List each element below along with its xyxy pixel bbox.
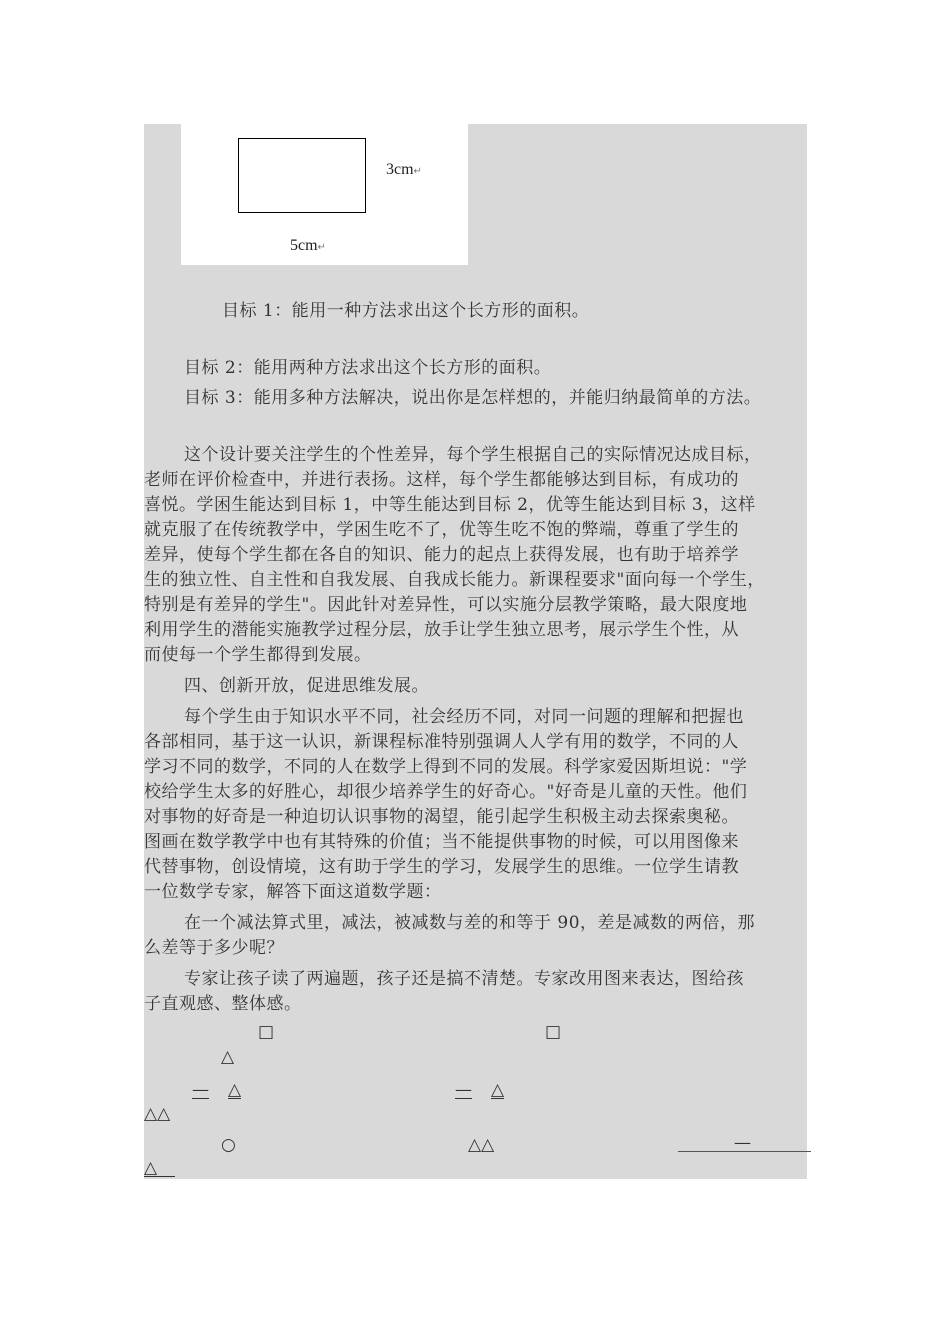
paragraph2-line: 图画在数学教学中也有其特殊的价值；当不能提供事物的时候，可以用图像来 bbox=[144, 832, 739, 852]
paragraph2-line: 各部相同，基于这一认识，新课程标准特别强调人人学有用的数学，不同的人 bbox=[144, 732, 739, 752]
minus-symbol: — bbox=[192, 1080, 209, 1100]
paragraph3-line: 在一个减法算式里，减法，被减数与差的和等于 90，差是减数的两倍，那 bbox=[184, 913, 756, 933]
paragraph4-line: 专家让孩子读了两遍题，孩子还是搞不清楚。专家改用图来表达，图给孩 bbox=[184, 969, 744, 989]
square-symbol: □ bbox=[545, 1022, 562, 1042]
triangle-symbol: △ bbox=[221, 1047, 235, 1067]
goal-1: 目标 1：能用一种方法求出这个长方形的面积。 bbox=[222, 301, 590, 321]
paragraph1-line: 而使每一个学生都得到发展。 bbox=[144, 645, 372, 665]
answer-line bbox=[678, 1151, 811, 1152]
paragraph2-line: 学习不同的数学，不同的人在数学上得到不同的发展。科学家爱因斯坦说："学 bbox=[144, 757, 748, 777]
paragraph1-line: 特别是有差异的学生"。因此针对差异性，可以实施分层教学策略，最大限度地 bbox=[144, 595, 748, 615]
section-heading: 四、创新开放，促进思维发展。 bbox=[184, 676, 429, 696]
paragraph2-line: 对事物的好奇是一种迫切认识事物的渴望，能引起学生积极主动去探索奥秘。 bbox=[144, 807, 739, 827]
width-label: 5cm↵ bbox=[290, 237, 326, 254]
double-triangle-symbol: △△ bbox=[144, 1104, 171, 1124]
paragraph1-line: 这个设计要关注学生的个性差异，每个学生根据自己的实际情况达成目标， bbox=[184, 445, 762, 465]
paragraph2-line: 校给学生太多的好胜心，却很少培养学生的好奇心。"好奇是儿童的天性。他们 bbox=[144, 782, 748, 802]
paragraph2-line: 代替事物，创设情境，这有助于学生的学习，发展学生的思维。一位学生请教 bbox=[144, 857, 739, 877]
minus-symbol: — bbox=[734, 1133, 751, 1153]
paragraph1-line: 利用学生的潜能实施教学过程分层，放手让学生独立思考，展示学生个性，从 bbox=[144, 620, 739, 640]
rectangle-shape bbox=[238, 138, 366, 213]
paragraph4-line: 子直观感、整体感。 bbox=[144, 994, 302, 1014]
triangle-symbol: △ bbox=[228, 1080, 242, 1100]
circle-symbol: ○ bbox=[221, 1135, 236, 1155]
paragraph1-line: 老师在评价检查中，并进行表扬。这样，每个学生都能够达到目标，有成功的 bbox=[144, 470, 739, 490]
paragraph3-line: 么差等于多少呢？ bbox=[144, 938, 284, 958]
paragraph1-line: 差异，使每个学生都在各自的知识、能力的起点上获得发展，也有助于培养学 bbox=[144, 545, 739, 565]
goal-2: 目标 2：能用两种方法求出这个长方形的面积。 bbox=[184, 358, 552, 378]
triangle-symbol: △ bbox=[491, 1080, 505, 1100]
double-triangle-symbol: △△ bbox=[468, 1135, 495, 1155]
paragraph2-line: 一位数学专家，解答下面这道数学题： bbox=[144, 882, 442, 902]
minus-symbol: — bbox=[455, 1080, 472, 1100]
paragraph1-line: 喜悦。学困生能达到目标 1，中等生能达到目标 2，优等生能达到目标 3，这样 bbox=[144, 495, 756, 515]
square-symbol: □ bbox=[258, 1022, 275, 1042]
height-label: 3cm↵ bbox=[386, 161, 422, 178]
paragraph1-line: 生的独立性、自主性和自我发展、自我成长能力。新课程要求"面向每一个学生， bbox=[144, 570, 765, 590]
goal-3: 目标 3：能用多种方法解决，说出你是怎样想的，并能归纳最简单的方法。 bbox=[184, 388, 762, 408]
triangle-symbol: △ bbox=[144, 1158, 175, 1178]
paragraph2-line: 每个学生由于知识水平不同，社会经历不同，对同一问题的理解和把握也 bbox=[184, 707, 744, 727]
paragraph1-line: 就克服了在传统教学中，学困生吃不了，优等生吃不饱的弊端，尊重了学生的 bbox=[144, 520, 739, 540]
